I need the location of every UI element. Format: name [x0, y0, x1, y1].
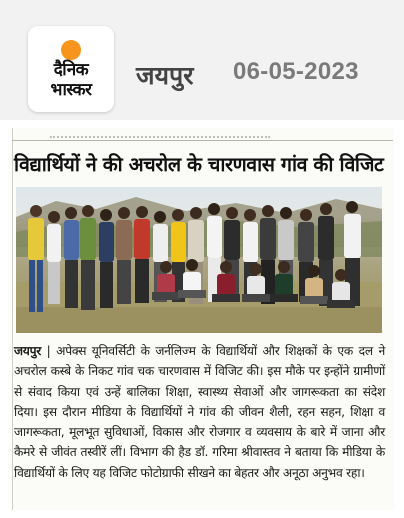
dateline-separator: | — [41, 344, 57, 358]
sun-icon — [61, 40, 81, 60]
edition-date: 06-05-2023 — [233, 58, 359, 85]
article-headline: विद्यार्थियों ने की अचरोल के चारणवास गांव की विजिट — [14, 153, 384, 176]
app-header — [0, 0, 404, 120]
dainik-bhaskar-logo[interactable] — [28, 26, 114, 112]
logo-text-line2: भास्कर — [50, 80, 92, 100]
article-body — [14, 341, 385, 483]
logo-text-line1: दैनिक — [53, 60, 89, 80]
article-dateline: जयपुर — [14, 344, 42, 358]
divider — [12, 140, 393, 141]
article-body-text: अपेक्स यूनिवर्सिटी के जर्नलिज्म के विद्यार्थियों और शिक्षकों के एक दल ने अचरोल कस्बे के निकट गांव चक चारणवास में विजिट की। इस मौके पर इन्होंने ग्रामीणों से संवाद किया एवं उन्हें बालिका शिक्षा, स्वास्थ्य सेवाओं और जागरूकता का संदेश दिया। इस दौरान मीडिया के विद्यार्थियों ने गांव की जीवन शैली, रहन सहन, शिक्षा व जागरूकता, मूलभूत सुविधाओं, विकास और रोजगार व व्यवसाय के बारे में जाना और कैमरे से जीवंत तस्वीरें लीं। विभाग की हैड डॉ. गरिमा श्रीवास्तव ने बताया कि मीडिया के विद्यार्थियों के लिए यह विजिट फोटोग्राफी सीखने का बेहतर और अनूठा अनुभव रहा। — [14, 344, 385, 480]
group-photo-illustration — [16, 187, 382, 333]
cut-off-previous-text — [50, 128, 270, 138]
article-photo[interactable] — [16, 187, 382, 333]
city-label: जयपुर — [136, 61, 194, 90]
